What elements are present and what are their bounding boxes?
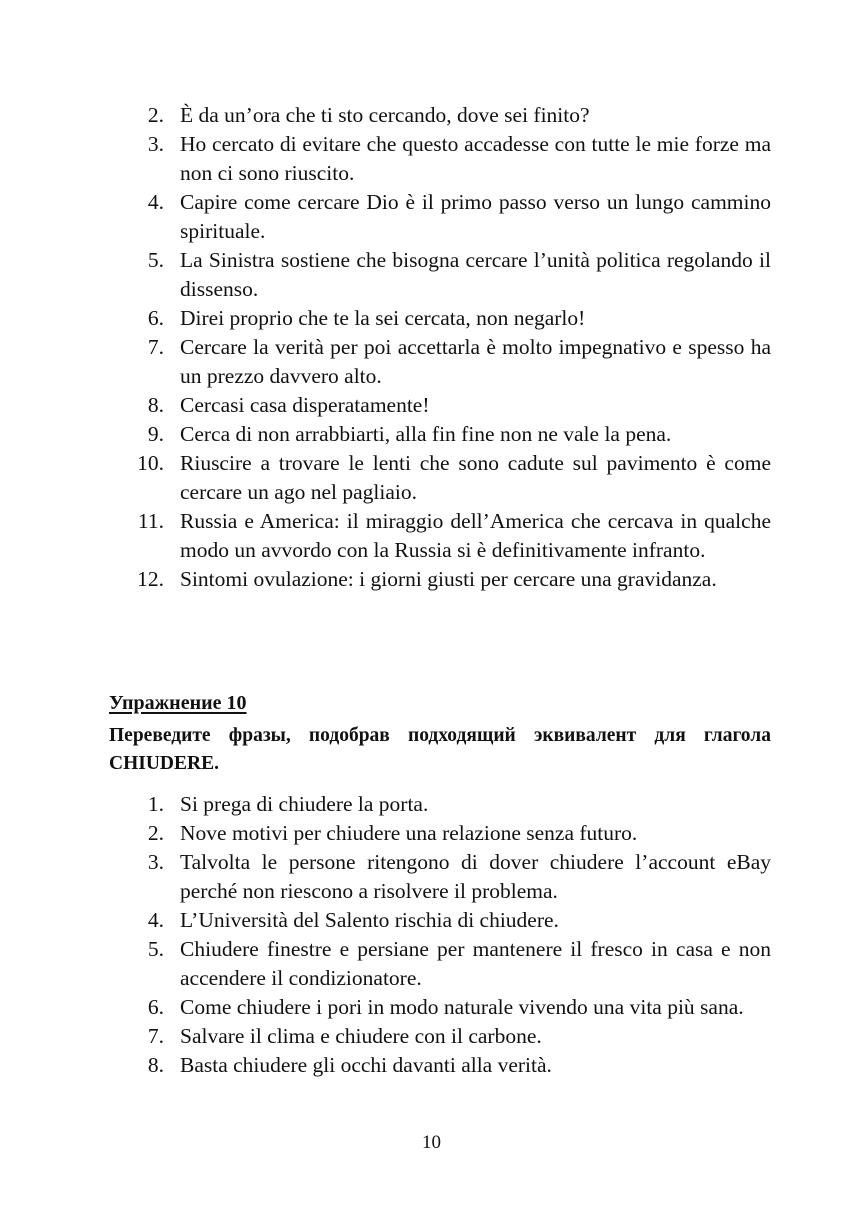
item-number: 5. bbox=[147, 248, 164, 272]
item-number: 6. bbox=[147, 306, 164, 330]
item-text: Sintomi ovulazione: i giorni giusti per cercare una gravidanza. bbox=[180, 567, 717, 591]
item-text: Cercare la verità per poi accettarla è molto impegnativo e spesso ha un prezzo davvero alto. bbox=[180, 335, 771, 388]
item-text: La Sinistra sostiene che bisogna cercare l’unità politica regolando il dissenso. bbox=[180, 248, 771, 301]
list-item bbox=[0, 935, 771, 993]
item-text: Ho cercato di evitare che questo accadesse con tutte le mie forze ma non ci sono riuscito. bbox=[180, 132, 771, 185]
item-text: Salvare il clima e chiudere con il carbone. bbox=[180, 1024, 542, 1048]
item-number: 11. bbox=[137, 509, 164, 533]
item-text: Come chiudere i pori in modo naturale vivendo una vita più sana. bbox=[180, 995, 744, 1019]
list-item bbox=[0, 101, 771, 130]
item-number: 2. bbox=[147, 103, 164, 127]
item-text: Nove motivi per chiudere una relazione senza futuro. bbox=[180, 821, 638, 845]
list-item bbox=[0, 1022, 771, 1051]
item-text: Chiudere finestre e persiane per mantenere il fresco in casa e non accendere il condizionatore. bbox=[180, 937, 771, 990]
item-text: Cercasi casa disperatamente! bbox=[180, 393, 430, 417]
list-item bbox=[0, 790, 771, 819]
item-number: 3. bbox=[147, 850, 164, 874]
item-number: 3. bbox=[147, 132, 164, 156]
sentence-list-cercare bbox=[0, 101, 863, 594]
item-text: Cerca di non arrabbiarti, alla fin fine non ne vale la pena. bbox=[180, 422, 672, 446]
list-item bbox=[0, 819, 771, 848]
list-item bbox=[0, 565, 771, 594]
page-number: 10 bbox=[422, 1132, 441, 1153]
item-number: 2. bbox=[147, 821, 164, 845]
list-item bbox=[0, 1051, 771, 1080]
item-text: Capire come cercare Dio è il primo passo verso un lungo cammino spirituale. bbox=[180, 190, 771, 243]
list-item bbox=[0, 130, 771, 188]
item-number: 8. bbox=[147, 393, 164, 417]
item-number: 12. bbox=[137, 567, 164, 591]
list-item bbox=[0, 304, 771, 333]
list-item bbox=[0, 391, 771, 420]
item-number: 7. bbox=[147, 1024, 164, 1048]
item-number: 1. bbox=[147, 792, 164, 816]
item-text: Si prega di chiudere la porta. bbox=[180, 792, 429, 816]
item-number: 9. bbox=[147, 422, 164, 446]
exercise-instruction: Переведите фразы, подобрав подходящий эквивалент для глагола CHIUDERE. bbox=[109, 725, 771, 774]
item-text: Russia e America: il miraggio dell’America che cercava in qualche modo un avvordo con la Russia si è definitivamente infranto. bbox=[180, 509, 771, 562]
list-item bbox=[0, 993, 771, 1022]
item-number: 4. bbox=[147, 908, 164, 932]
item-text: Basta chiudere gli occhi davanti alla verità. bbox=[180, 1053, 552, 1077]
list-item bbox=[0, 507, 771, 565]
item-number: 6. bbox=[147, 995, 164, 1019]
list-item bbox=[0, 449, 771, 507]
list-item bbox=[0, 188, 771, 246]
item-text: Direi proprio che te la sei cercata, non negarlo! bbox=[180, 306, 586, 330]
item-text: L’Università del Salento rischia di chiudere. bbox=[180, 908, 559, 932]
item-number: 4. bbox=[147, 190, 164, 214]
list-item bbox=[0, 848, 771, 906]
list-item bbox=[0, 420, 771, 449]
item-text: Riuscire a trovare le lenti che sono cadute sul pavimento è come cercare un ago nel pagliaio. bbox=[180, 451, 771, 504]
item-number: 7. bbox=[147, 335, 164, 359]
item-number: 10. bbox=[137, 451, 164, 475]
item-number: 5. bbox=[147, 937, 164, 961]
item-text: Talvolta le persone ritengono di dover chiudere l’account eBay perché non riescono a risolvere il problema. bbox=[180, 850, 771, 903]
item-number: 8. bbox=[147, 1053, 164, 1077]
sentence-list-chiudere bbox=[0, 790, 863, 1080]
list-item bbox=[0, 906, 771, 935]
list-item bbox=[0, 246, 771, 304]
list-item bbox=[0, 333, 771, 391]
item-text: È da un’ora che ti sto cercando, dove sei finito? bbox=[180, 103, 590, 127]
exercise-title: Упражнение 10 bbox=[109, 692, 247, 714]
